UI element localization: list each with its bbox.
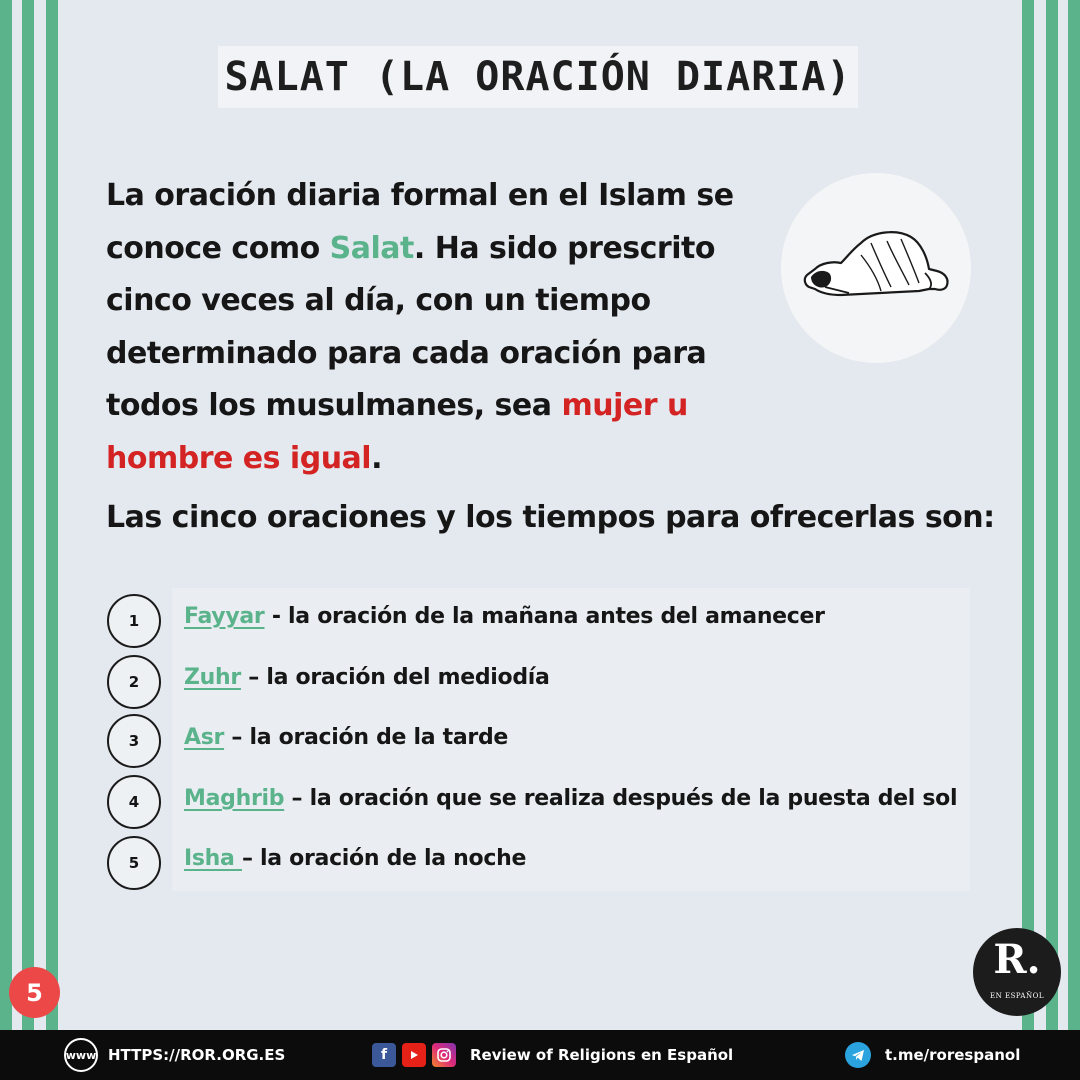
ror-logo [973, 928, 1061, 1016]
intro-paragraph [106, 170, 746, 485]
footer-bar [0, 1030, 1080, 1080]
list-item [184, 846, 526, 871]
prayer-desc: – la oración de la noche [241, 846, 527, 871]
intro-text-3: . [371, 440, 382, 476]
instagram-icon[interactable] [432, 1043, 456, 1067]
intro-text-1: La oración diaria formal en el Islam se conoce como [106, 178, 734, 266]
website-link[interactable] [64, 1030, 285, 1080]
globe-icon: www [64, 1038, 98, 1072]
website-text: HTTPS://ROR.ORG.ES [108, 1046, 286, 1064]
telegram-icon [845, 1042, 871, 1068]
left-stripes [0, 0, 58, 1030]
page-number-badge: 5 [9, 967, 60, 1018]
page-title: SALAT (LA ORACIÓN DIARIA) [224, 54, 852, 100]
prayer-illustration-icon [801, 213, 951, 323]
list-item [184, 725, 508, 750]
prayer-desc: – la oración de la tarde [224, 725, 509, 750]
list-number-1: 1 [107, 594, 161, 648]
prayer-link-zuhr[interactable]: Zuhr [184, 665, 241, 690]
telegram-link[interactable] [845, 1030, 1020, 1080]
list-number-2: 2 [107, 655, 161, 709]
logo-letter: R. [993, 936, 1041, 983]
salat-highlight: Salat [329, 230, 414, 266]
facebook-icon[interactable]: f [372, 1043, 396, 1067]
prayer-link-asr[interactable]: Asr [184, 725, 225, 750]
prayer-link-isha[interactable]: Isha [184, 846, 242, 871]
list-item [184, 665, 550, 690]
list-number-5: 5 [107, 836, 161, 890]
equality-highlight: mujer u hombre es igual [106, 388, 688, 476]
intro-text-2: . Ha sido prescrito cinco veces al día, con un tiempo determinado para cada oración para todos los musulmanes, sea [106, 230, 715, 423]
title-box [218, 46, 858, 108]
prayer-desc: – la oración del mediodía [240, 665, 550, 690]
list-subtitle: Las cinco oraciones y los tiempos para ofrecerlas son: [106, 500, 995, 535]
telegram-text: t.me/rorespanol [885, 1046, 1021, 1064]
prayer-illustration [781, 173, 971, 363]
list-number-4: 4 [107, 775, 161, 829]
prayer-desc: - la oración de la mañana antes del amanecer [264, 604, 825, 629]
list-number-3: 3 [107, 714, 161, 768]
list-item [184, 786, 957, 811]
youtube-icon[interactable] [402, 1043, 426, 1067]
prayer-link-fayyar[interactable]: Fayyar [184, 604, 265, 629]
list-item [184, 604, 825, 629]
prayer-link-maghrib[interactable]: Maghrib [184, 786, 285, 811]
logo-subtitle: EN ESPAÑOL [990, 992, 1044, 1000]
social-links [372, 1030, 733, 1080]
prayer-desc: – la oración que se realiza después de la puesta del sol [284, 786, 958, 811]
social-name: Review of Religions en Español [470, 1046, 734, 1064]
right-stripes [1022, 0, 1080, 1030]
